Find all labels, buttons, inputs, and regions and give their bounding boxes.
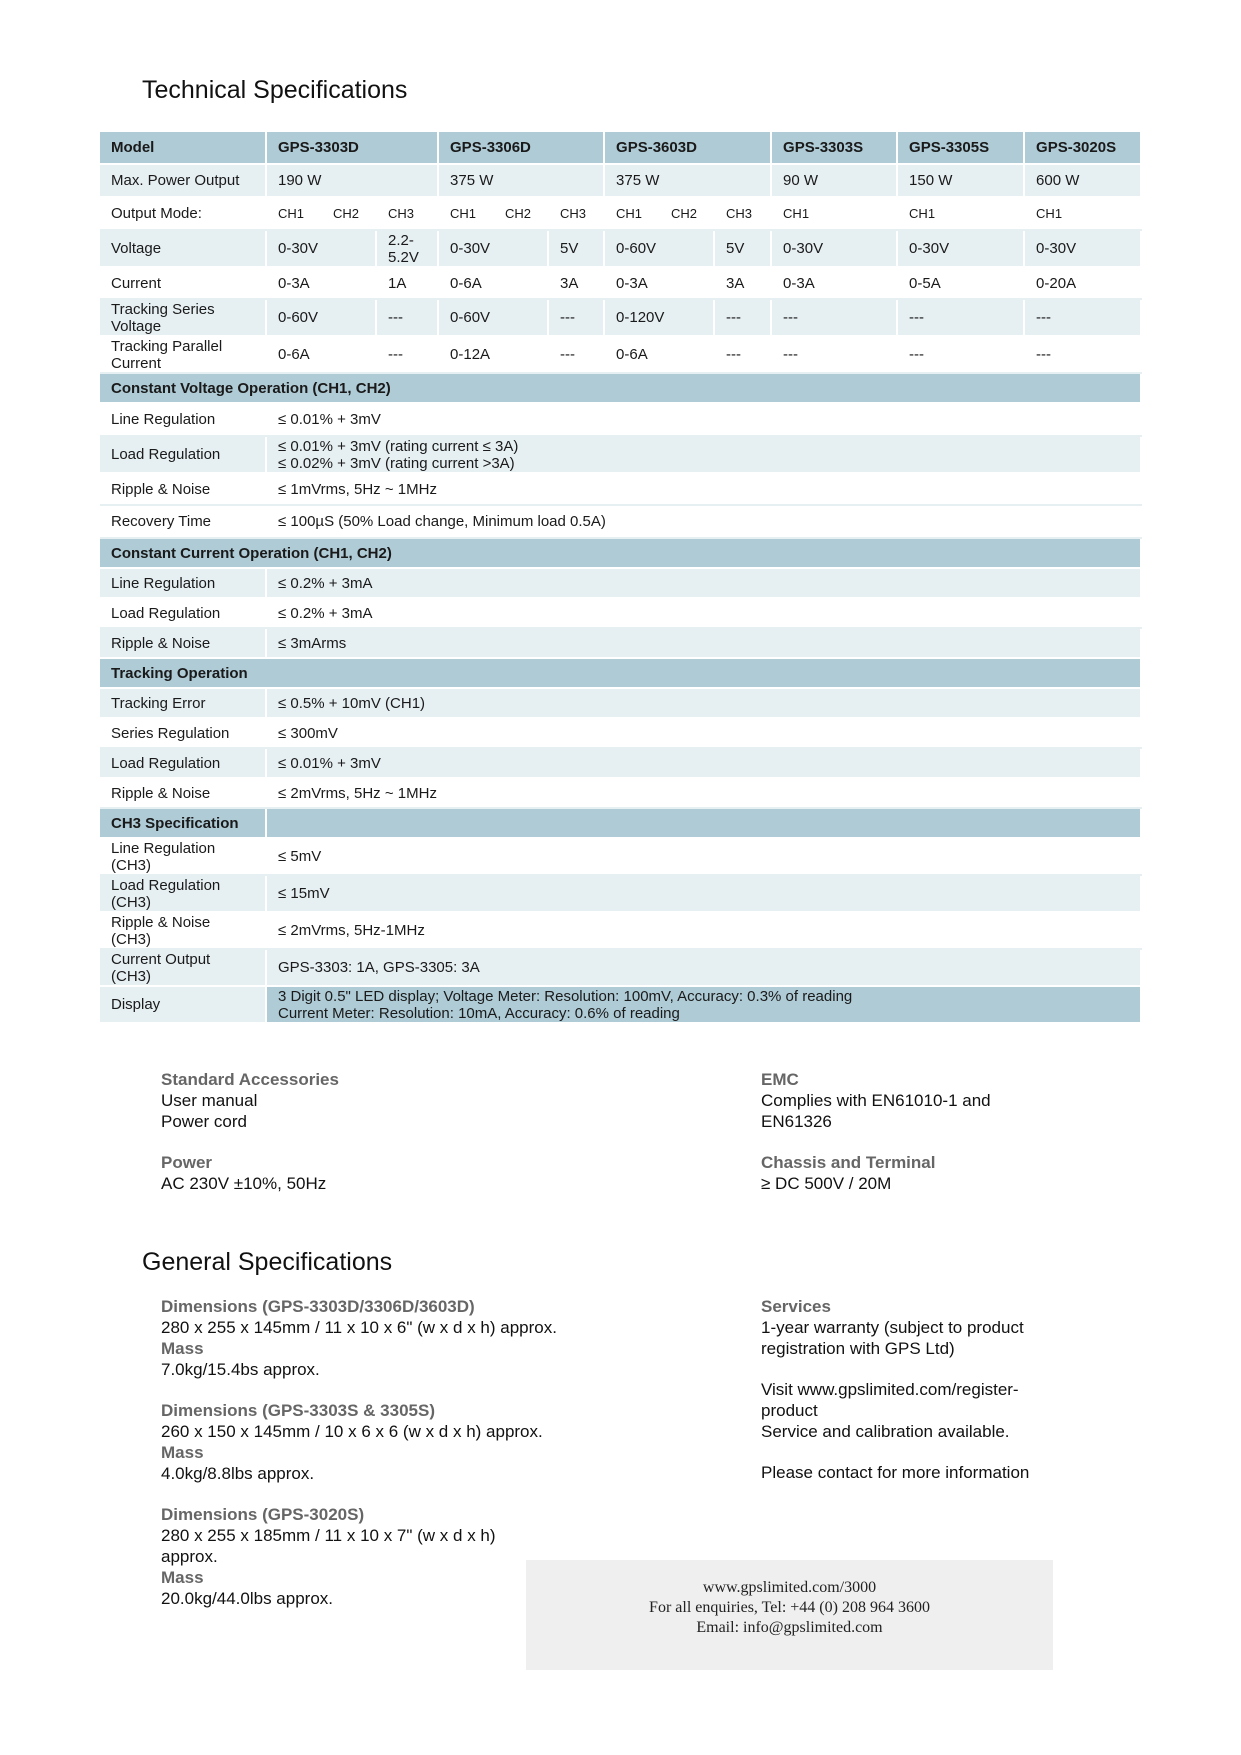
cell-value: ≤ 3mArms [266,628,1141,658]
mass-heading: Mass [161,1568,204,1587]
table-row [100,748,1141,778]
cell-value: 3A [548,267,604,299]
cell-value: 190 W [266,164,438,197]
table-row [100,299,1141,336]
mass-value: 20.0kg/44.0lbs approx. [161,1589,334,1608]
cell-value: ≤ 2mVrms, 5Hz ~ 1MHz [266,778,1141,808]
model-name: GPS-3306D [438,132,604,164]
table-row [100,197,1141,230]
channel-label: CH1 [1024,197,1141,230]
cell-value: 0-3A [771,267,897,299]
row-label: Ripple & Noise [100,628,266,658]
section-title: Tracking Operation [100,658,1141,688]
cell-value: ≤ 2mVrms, 5Hz-1MHz [266,912,1141,949]
row-label: Load Regulation (CH3) [100,875,266,912]
cell-value: ≤ 100µS (50% Load change, Minimum load 0.5A) [266,505,1141,538]
cell-value: --- [548,336,604,373]
services-block [761,1296,1029,1483]
table-row [100,628,1141,658]
row-label: Tracking Parallel Current [100,336,266,373]
row-label: Series Regulation [100,718,266,748]
cell-value: --- [714,299,771,336]
cell-value: ≤ 1mVrms, 5Hz ~ 1MHz [266,473,1141,505]
table-row [100,267,1141,299]
table-row [100,986,1141,1023]
cell-value: 0-5A [897,267,1024,299]
channel-label: CH1 [266,197,321,230]
mass-value: 7.0kg/15.4bs approx. [161,1360,320,1379]
table-row [100,336,1141,373]
table-row [100,164,1141,197]
cell-value: 0-30V [897,230,1024,267]
cell-value: 5V [714,230,771,267]
channel-label: CH3 [714,197,771,230]
cell-value: --- [897,299,1024,336]
cell-value: --- [897,336,1024,373]
cell-value: ≤ 0.2% + 3mA [266,568,1141,598]
row-label: Load Regulation [100,436,266,473]
page-title: Technical Specifications [142,76,408,104]
services-heading: Services [761,1297,831,1316]
dimensions-heading: Dimensions (GPS-3303S & 3305S) [161,1401,436,1420]
dimensions-value: 280 x 255 x 185mm / 11 x 10 x 7" (w x d x h) approx. [161,1526,496,1566]
cell-value: 0-20A [1024,267,1141,299]
cell-value: 0-60V [266,299,376,336]
row-label: Ripple & Noise (CH3) [100,912,266,949]
accessories-heading: Standard Accessories [161,1070,339,1089]
cell-value: 5V [548,230,604,267]
section-header-row [100,373,1141,403]
cell-value: 3 Digit 0.5" LED display; Voltage Meter: Resolution: 100mV, Accuracy: 0.3% of reading Current Meter: Resolution: 10mA, Accuracy: 0.6% of reading [266,986,1141,1023]
cell-value: 0-60V [604,230,714,267]
row-label: Load Regulation [100,748,266,778]
cell-value: ≤ 0.5% + 10mV (CH1) [266,688,1141,718]
table-row [100,436,1141,473]
table-row [100,912,1141,949]
cell-value: 0-30V [266,230,376,267]
row-label: Load Regulation [100,598,266,628]
cell-value: 600 W [1024,164,1141,197]
row-label: Line Regulation [100,403,266,436]
row-label: Voltage [100,230,266,267]
channel-label: CH2 [321,197,376,230]
channel-label: CH2 [659,197,714,230]
model-name: GPS-3305S [897,132,1024,164]
table-row [100,403,1141,436]
row-label: Ripple & Noise [100,473,266,505]
dimensions-value: 260 x 150 x 145mm / 10 x 6 x 6 (w x d x h) approx. [161,1422,543,1441]
row-label: Tracking Series Voltage [100,299,266,336]
cell-value: 0-30V [438,230,548,267]
mass-value: 4.0kg/8.8lbs approx. [161,1464,315,1483]
table-row [100,568,1141,598]
emc-heading: EMC [761,1070,799,1089]
row-label: Line Regulation [100,568,266,598]
cell-value: 0-120V [604,299,714,336]
model-name: GPS-3303D [266,132,438,164]
channel-label: CH3 [376,197,438,230]
cell-value: ≤ 0.01% + 3mV [266,748,1141,778]
section-title: Constant Current Operation (CH1, CH2) [100,538,1141,568]
contact-text: Please contact for more information [761,1463,1030,1482]
model-name: GPS-3303S [771,132,897,164]
cell-value: 2.2- 5.2V [376,230,438,267]
section-title: CH3 Specification [100,808,266,838]
row-label: Current [100,267,266,299]
section-header-row [100,538,1141,568]
row-label: Tracking Error [100,688,266,718]
cell-value: 3A [714,267,771,299]
cell-value: ≤ 0.01% + 3mV (rating current ≤ 3A) ≤ 0.02% + 3mV (rating current >3A) [266,436,1141,473]
mass-heading: Mass [161,1339,204,1358]
cell-value: 0-30V [771,230,897,267]
cell-value: ≤ 0.2% + 3mA [266,598,1141,628]
table-row [100,688,1141,718]
general-specs-block [161,1296,557,1609]
section-header-row [100,658,1141,688]
emc-block [761,1069,991,1194]
accessory-item: Power cord [161,1112,247,1131]
cell-value: 150 W [897,164,1024,197]
cell-value: ≤ 0.01% + 3mV [266,403,1141,436]
cell-value: 0-60V [438,299,548,336]
cell-value: 0-6A [438,267,548,299]
accessories-block [161,1069,339,1194]
website-link[interactable]: www.gpslimited.com/3000 [702,1579,877,1596]
table-row [100,875,1141,912]
cell-value: ≤ 5mV [266,838,1141,875]
accessory-item: User manual [161,1091,258,1110]
cell-value: --- [771,299,897,336]
power-value: AC 230V ±10%, 50Hz [161,1174,327,1193]
cell-value: 0-12A [438,336,548,373]
channel-label: CH1 [897,197,1024,230]
general-title: General Specifications [142,1248,393,1276]
section-header-row [100,808,1141,838]
row-label: Recovery Time [100,505,266,538]
channel-label: CH2 [493,197,548,230]
cell-value: ≤ 300mV [266,718,1141,748]
table-row [100,505,1141,538]
cell-value: --- [714,336,771,373]
cell-value: 90 W [771,164,897,197]
mass-heading: Mass [161,1443,204,1462]
table-row [100,230,1141,267]
cell-value: --- [771,336,897,373]
telephone-text: For all enquiries, Tel: +44 (0) 208 964 3600 [649,1599,930,1616]
cell-value: 1A [376,267,438,299]
email-link[interactable]: Email: info@gpslimited.com [696,1619,883,1636]
cell-value: --- [376,336,438,373]
model-name: GPS-3603D [604,132,771,164]
cell-value: --- [548,299,604,336]
emc-value: Complies with EN61010-1 and EN61326 [761,1091,991,1131]
row-label: Ripple & Noise [100,778,266,808]
cell-value: 375 W [604,164,771,197]
dimensions-heading: Dimensions (GPS-3303D/3306D/3603D) [161,1297,475,1316]
cell-value: GPS-3303: 1A, GPS-3305: 3A [266,949,1141,986]
cell-value: ≤ 15mV [266,875,1141,912]
warranty-text: 1-year warranty (subject to product registration with GPS Ltd) [761,1318,1024,1358]
model-name: GPS-3020S [1024,132,1141,164]
table-row [100,949,1141,986]
section-blank-cell [266,808,1141,838]
chassis-value: ≥ DC 500V / 20M [761,1174,892,1193]
cell-value: 375 W [438,164,604,197]
table-row [100,778,1141,808]
model-header-label: Model [100,132,266,164]
channel-label: CH1 [604,197,659,230]
channel-label: CH1 [771,197,897,230]
power-heading: Power [161,1153,213,1172]
spec-table [100,132,1142,1024]
section-title: Constant Voltage Operation (CH1, CH2) [100,373,1141,403]
table-row [100,473,1141,505]
table-row [100,718,1141,748]
row-label: Line Regulation (CH3) [100,838,266,875]
cell-value: --- [1024,336,1141,373]
table-row [100,838,1141,875]
cell-value: 0-3A [604,267,714,299]
cell-value: 0-30V [1024,230,1141,267]
table-row [100,132,1141,164]
table-row [100,598,1141,628]
channel-label: CH1 [438,197,493,230]
cell-value: 0-3A [266,267,376,299]
dimensions-heading: Dimensions (GPS-3020S) [161,1505,365,1524]
contact-box [526,1560,1053,1670]
cell-value: --- [376,299,438,336]
chassis-heading: Chassis and Terminal [761,1153,936,1172]
cell-value: 0-6A [604,336,714,373]
register-text: Visit www.gpslimited.com/register- product Service and calibration available. [761,1380,1019,1441]
cell-value: 0-6A [266,336,376,373]
dimensions-value: 280 x 255 x 145mm / 11 x 10 x 6" (w x d x h) approx. [161,1318,557,1337]
row-label: Current Output (CH3) [100,949,266,986]
row-label: Display [100,986,266,1023]
cell-value: --- [1024,299,1141,336]
row-label: Max. Power Output [100,164,266,197]
channel-label: CH3 [548,197,604,230]
row-label: Output Mode: [100,197,266,230]
